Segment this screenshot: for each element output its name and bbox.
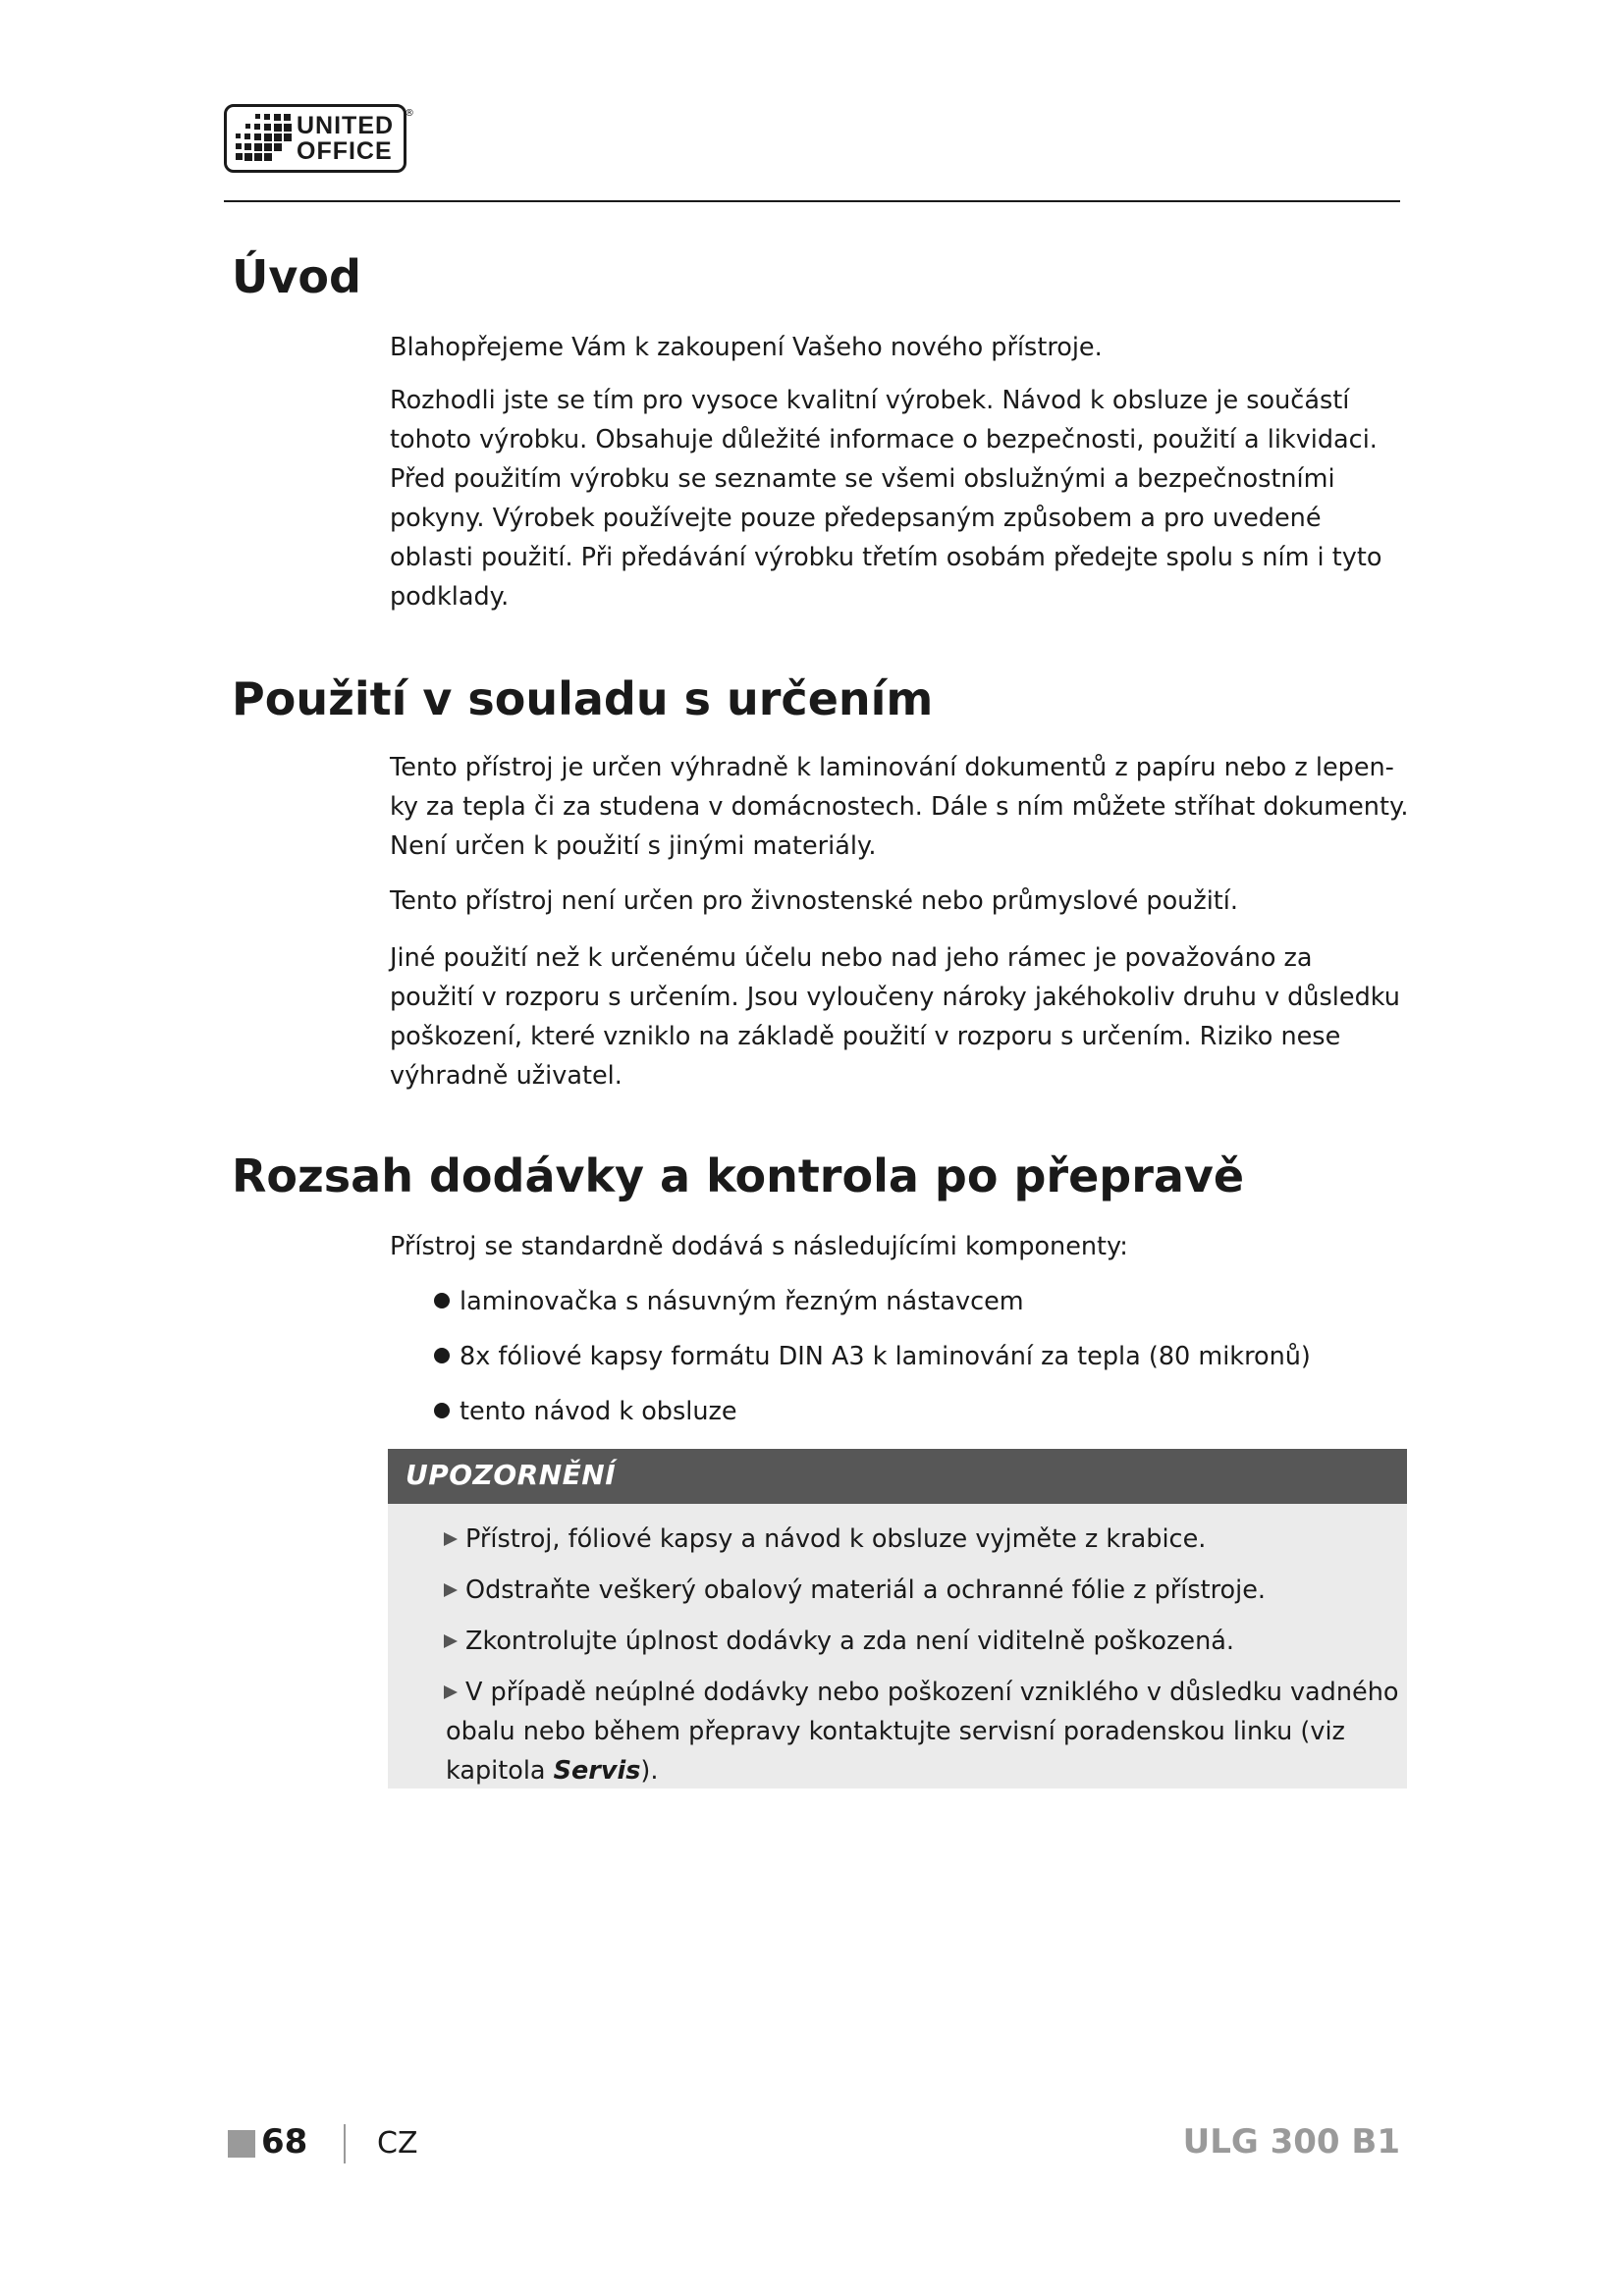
servis-reference: Servis — [553, 1756, 641, 1786]
text-line: tohoto výrobku. Obsahuje důležité informace o bezpečnosti, použití a likvidaci. — [390, 425, 1378, 454]
notice-step-continuation: obalu nebo během přepravy kontaktujte servisní poradenskou linku (viz — [446, 1717, 1345, 1746]
notice-step-text: ). — [640, 1756, 659, 1786]
text-line: oblasti použití. Při předávání výrobku třetím osobám předejte spolu s ním i tyto — [390, 543, 1382, 572]
notice-step — [444, 1622, 1234, 1661]
text-line: ky za tepla či za studena v domácnostech. Dále s ním můžete stříhat dokumenty. — [390, 792, 1409, 822]
notice-header — [388, 1449, 1407, 1504]
logo-text-office: OFFICE — [297, 137, 393, 165]
text-line: Jiné použití než k určenému účelu nebo nad jeho rámec je považováno za — [390, 943, 1313, 973]
text-line: Není určen k použití s jinými materiály. — [390, 831, 877, 861]
notice-step-text: Odstraňte veškerý obalový materiál a ochranné fólie z přístroje. — [465, 1575, 1267, 1605]
intro-paragraph-2 — [390, 381, 1401, 616]
footer-marker — [228, 2130, 255, 2158]
notice-step — [444, 1520, 1206, 1559]
list-item-text: laminovačka s násuvným řezným nástavcem — [460, 1287, 1024, 1316]
brand-logo — [224, 104, 412, 179]
logo-dot-grid-icon — [234, 112, 293, 165]
notice-step — [444, 1673, 1398, 1790]
notice-step — [444, 1571, 1266, 1610]
logo-text-united: UNITED — [297, 112, 395, 139]
list-item — [434, 1392, 737, 1431]
text-line: Rozhodli jste se tím pro vysoce kvalitní výrobek. Návod k obsluze je součástí — [390, 386, 1350, 415]
list-item-text: 8x fóliové kapsy formátu DIN A3 k laminování za tepla (80 mikronů) — [460, 1342, 1311, 1371]
use-paragraph-3 — [390, 938, 1401, 1095]
arrow-right-icon — [444, 1685, 458, 1699]
arrow-right-icon — [444, 1583, 458, 1597]
notice-step-text: Zkontrolujte úplnost dodávky a zda není viditelně poškozená. — [465, 1627, 1234, 1656]
notice-step-text: Přístroj, fóliové kapsy a návod k obsluze vyjměte z krabice. — [465, 1524, 1207, 1554]
text-line: podklady. — [390, 582, 510, 612]
page-number: 68 — [261, 2122, 308, 2162]
notice-step-continuation — [444, 1751, 1398, 1790]
list-item-text: tento návod k obsluze — [460, 1397, 737, 1426]
heading-delivery-scope: Rozsah dodávky a kontrola po přepravě — [232, 1149, 1245, 1202]
list-item — [434, 1337, 1311, 1376]
text-line: výhradně uživatel. — [390, 1061, 623, 1091]
arrow-right-icon — [444, 1532, 458, 1546]
footer-separator — [344, 2124, 346, 2163]
footer-model-number: ULG 300 B1 — [1182, 2122, 1400, 2162]
use-paragraph-2: Tento přístroj není určen pro živnostenské nebo průmyslové použití. — [390, 886, 1238, 916]
notice-step-text: V případě neúplné dodávky nebo poškození vzniklého v důsledku vadného — [465, 1678, 1399, 1707]
arrow-right-icon — [444, 1634, 458, 1648]
list-item — [434, 1282, 1024, 1321]
text-line: Tento přístroj je určen výhradně k laminování dokumentů z papíru nebo z lepen- — [390, 753, 1394, 782]
text-line: použití v rozporu s určením. Jsou vyloučeny nároky jakéhokoliv druhu v důsledku — [390, 983, 1400, 1012]
notice-title: UPOZORNĚNÍ — [406, 1459, 617, 1491]
bullet-icon — [434, 1348, 450, 1363]
intro-paragraph-1: Blahopřejeme Vám k zakoupení Vašeho nového přístroje. — [390, 333, 1103, 362]
notice-step-text: kapitola — [446, 1756, 554, 1786]
text-line: Před použitím výrobku se seznamte se všemi obslužnými a bezpečnostními — [390, 464, 1335, 494]
bullet-icon — [434, 1293, 450, 1308]
heading-intended-use: Použití v souladu s určením — [232, 672, 934, 725]
delivery-intro: Přístroj se standardně dodává s následujícími komponenty: — [390, 1232, 1128, 1261]
heading-intro: Úvod — [232, 250, 361, 303]
use-paragraph-1 — [390, 748, 1409, 866]
header-divider — [224, 200, 1400, 202]
bullet-icon — [434, 1403, 450, 1418]
footer-language: CZ — [377, 2126, 418, 2161]
text-line: poškození, které vzniklo na základě použití v rozporu s určením. Riziko nese — [390, 1022, 1341, 1051]
text-line: pokyny. Výrobek používejte pouze předepsaným způsobem a pro uvedené — [390, 504, 1322, 533]
logo-registered-mark: ® — [405, 108, 414, 119]
